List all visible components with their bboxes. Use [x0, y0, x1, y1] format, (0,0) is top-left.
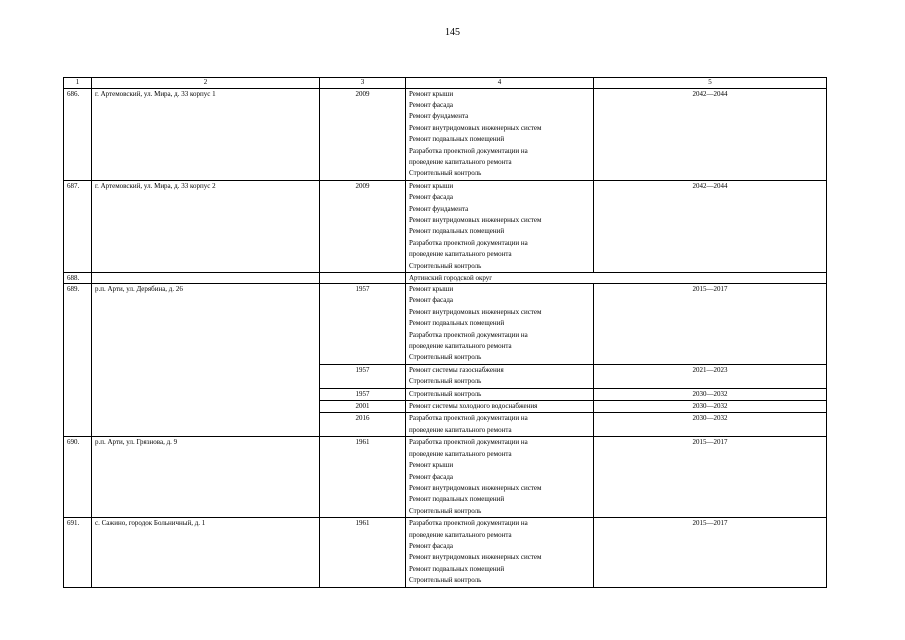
row-year: 2001	[320, 401, 406, 413]
table-row	[64, 284, 827, 365]
row-period: 2030—2032	[594, 401, 827, 413]
work-item: Ремонт фасада	[409, 193, 454, 202]
row-works	[406, 401, 594, 413]
col-header-period: 5	[594, 78, 827, 89]
row-year: 2016	[320, 413, 406, 437]
row-address: г. Артемовский, ул. Мира, д. 33 корпус 1	[92, 88, 320, 180]
row-period: 2042—2044	[594, 88, 827, 180]
work-item: Ремонт фасада	[409, 296, 454, 305]
row-works	[406, 437, 594, 518]
row-works	[406, 88, 594, 180]
work-item: Ремонт крыши	[409, 461, 454, 470]
row-period: 2015—2017	[594, 284, 827, 365]
row-period: 2042—2044	[594, 180, 827, 272]
row-works	[406, 413, 594, 437]
row-period: 2030—2032	[594, 413, 827, 437]
table-row	[64, 518, 827, 587]
work-item: Ремонт подвальных помещений	[409, 319, 505, 328]
row-works	[406, 284, 594, 365]
row-year: 2009	[320, 88, 406, 180]
row-year: 1957	[320, 284, 406, 365]
work-item: проведение капитального ремонта	[409, 250, 512, 259]
work-item: Ремонт подвальных помещений	[409, 564, 505, 573]
work-item: Строительный контроль	[409, 506, 482, 515]
row-year: 1961	[320, 437, 406, 518]
work-item: Строительный контроль	[409, 353, 482, 362]
col-header-address: 2	[92, 78, 320, 89]
work-item: Разработка проектной документации на	[409, 146, 528, 155]
row-year: 1957	[320, 388, 406, 400]
work-item: проведение капитального ремонта	[409, 157, 512, 166]
row-number: 689.	[64, 284, 92, 437]
row-works	[406, 364, 594, 388]
row-period: 2021—2023	[594, 364, 827, 388]
row-period: 2015—2017	[594, 437, 827, 518]
row-number: 691.	[64, 518, 92, 587]
work-item: Строительный контроль	[409, 576, 482, 585]
work-item: Ремонт подвальных помещений	[409, 227, 505, 236]
work-item: Строительный контроль	[409, 169, 482, 178]
header-row	[64, 78, 827, 89]
work-item: Ремонт крыши	[409, 285, 454, 293]
row-address: р.п. Арти, ул. Дерябина, д. 26	[92, 284, 320, 437]
work-item: Ремонт крыши	[409, 89, 454, 98]
work-item: Разработка проектной документации на	[409, 414, 528, 423]
row-period: 2030—2032	[594, 388, 827, 400]
row-address: р.п. Арти, ул. Грязнова, д. 9	[92, 437, 320, 518]
row-address	[92, 273, 320, 284]
work-item: Строительный контроль	[409, 377, 482, 386]
work-item: Ремонт внутридомовых инженерных систем	[409, 553, 542, 562]
work-item: Ремонт фасада	[409, 100, 454, 109]
work-item: проведение капитального ремонта	[409, 342, 512, 351]
row-address: г. Артемовский, ул. Мира, д. 33 корпус 2	[92, 180, 320, 272]
work-item: Ремонт фасада	[409, 472, 454, 481]
work-item: Ремонт системы газоснабжения	[409, 365, 504, 374]
col-header-works: 4	[406, 78, 594, 89]
work-item: Разработка проектной документации на	[409, 519, 528, 528]
row-year: 2009	[320, 180, 406, 272]
work-item: Разработка проектной документации на	[409, 238, 528, 247]
row-works	[406, 518, 594, 587]
row-address: с. Сажино, городок Больничный, д. 1	[92, 518, 320, 587]
work-item: Ремонт подвальных помещений	[409, 495, 505, 504]
row-number: 690.	[64, 437, 92, 518]
work-item: Ремонт фундамента	[409, 204, 469, 213]
row-number: 686.	[64, 88, 92, 180]
work-item: Ремонт крыши	[409, 181, 454, 190]
col-header-number: 1	[64, 78, 92, 89]
row-year: 1957	[320, 364, 406, 388]
row-works	[406, 180, 594, 272]
row-period: 2015—2017	[594, 518, 827, 587]
work-item: Ремонт фундамента	[409, 112, 469, 121]
work-item: Ремонт внутридомовых инженерных систем	[409, 483, 542, 492]
work-item: проведение капитального ремонта	[409, 530, 512, 539]
work-item: проведение капитального ремонта	[409, 425, 512, 434]
work-item: Разработка проектной документации на	[409, 330, 528, 339]
work-item: Строительный контроль	[409, 261, 482, 270]
district-name: Артинский городской округ	[406, 273, 827, 284]
row-number: 687.	[64, 180, 92, 272]
work-item: Ремонт фасада	[409, 541, 454, 550]
table-row	[64, 437, 827, 518]
work-item: Ремонт системы холодного водоснабжения	[409, 402, 538, 411]
col-header-year: 3	[320, 78, 406, 89]
work-item: Ремонт внутридомовых инженерных систем	[409, 307, 542, 316]
work-item: проведение капитального ремонта	[409, 449, 512, 458]
work-item: Ремонт внутридомовых инженерных систем	[409, 215, 542, 224]
work-item: Ремонт подвальных помещений	[409, 135, 505, 144]
row-number: 688.	[64, 273, 92, 284]
work-item: Строительный контроль	[409, 389, 482, 398]
row-year: 1961	[320, 518, 406, 587]
capital-repair-table	[63, 77, 827, 588]
work-item: Ремонт внутридомовых инженерных систем	[409, 123, 542, 132]
table-row	[64, 180, 827, 272]
row-works	[406, 388, 594, 400]
row-year	[320, 273, 406, 284]
page-number: 145	[445, 27, 460, 38]
table-row	[64, 88, 827, 180]
work-item: Разработка проектной документации на	[409, 438, 528, 447]
district-row	[64, 273, 827, 284]
